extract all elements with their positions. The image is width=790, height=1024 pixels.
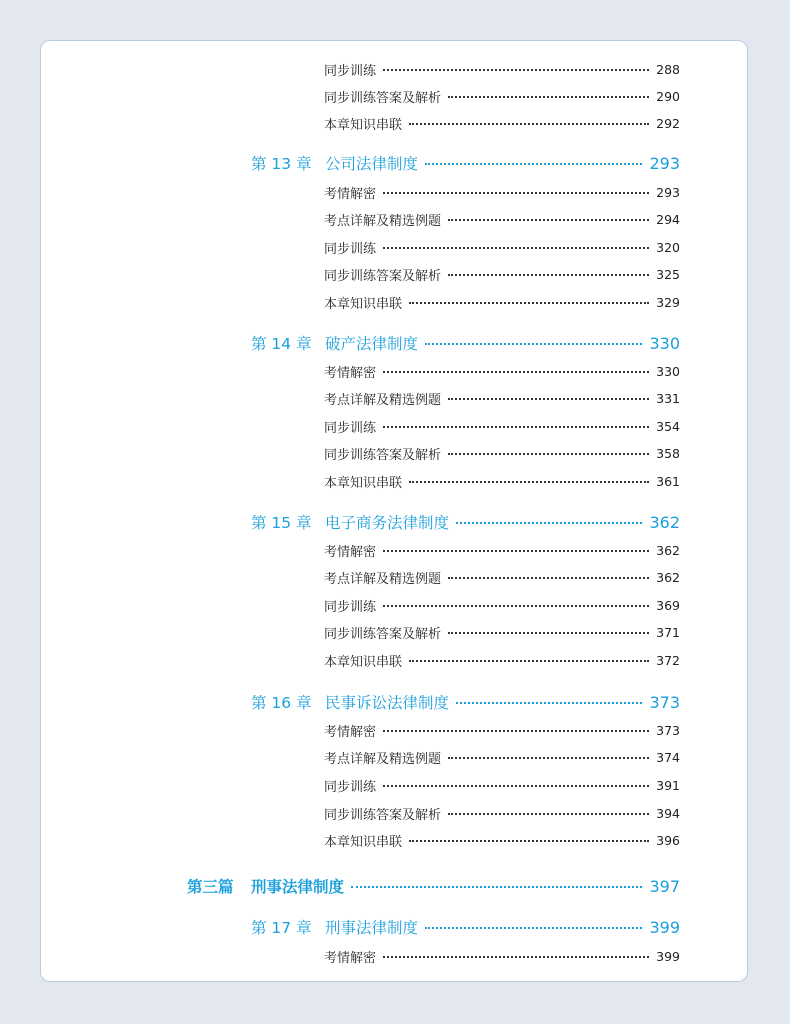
toc-entry[interactable] [324, 595, 680, 615]
page-number: 362 [649, 512, 680, 532]
page-number: 325 [656, 266, 680, 282]
dot-leader [425, 343, 642, 345]
toc-entry[interactable] [324, 113, 680, 133]
entry-title: 同步训练 [324, 241, 377, 257]
toc-part[interactable] [187, 874, 680, 898]
entry-title: 本章知识串联 [324, 654, 403, 670]
toc-entry[interactable] [324, 443, 680, 463]
entry-title: 同步训练答案及解析 [324, 626, 442, 642]
dot-leader [409, 123, 649, 125]
page-number: 354 [656, 418, 680, 434]
toc-entry[interactable] [324, 416, 680, 436]
toc-chapter[interactable] [251, 151, 680, 175]
dot-leader [456, 522, 642, 524]
dot-leader [383, 605, 649, 607]
entry-title: 同步训练 [324, 420, 377, 436]
toc-entry[interactable] [324, 775, 680, 795]
page-number: 394 [656, 805, 680, 821]
page-number: 397 [649, 876, 680, 896]
page-number: 396 [656, 832, 680, 848]
page-number: 330 [656, 363, 680, 379]
chapter-number: 第 17 章 [251, 919, 312, 937]
part-number: 第三篇 [187, 878, 234, 896]
toc-chapter[interactable] [251, 915, 680, 939]
entry-title: 本章知识串联 [324, 834, 403, 850]
toc-entry[interactable] [324, 803, 680, 823]
entry-title: 本章知识串联 [324, 475, 403, 491]
entry-title: 考点详解及精选例题 [324, 751, 442, 767]
chapter-number: 第 15 章 [251, 514, 312, 532]
toc-entry[interactable] [324, 209, 680, 229]
toc-entry[interactable] [324, 86, 680, 106]
page-number: 329 [656, 294, 680, 310]
dot-leader [383, 426, 649, 428]
entry-title: 同步训练答案及解析 [324, 447, 442, 463]
dot-leader [448, 813, 649, 815]
entry-title: 同步训练答案及解析 [324, 90, 442, 106]
dot-leader [448, 757, 649, 759]
toc-entry[interactable] [324, 946, 680, 966]
page-number: 294 [656, 211, 680, 227]
page-number: 373 [656, 722, 680, 738]
page-number: 399 [656, 948, 680, 964]
dot-leader [383, 785, 649, 787]
entry-title: 考情解密 [324, 724, 377, 740]
entry-title: 本章知识串联 [324, 296, 403, 312]
toc-entry[interactable] [324, 361, 680, 381]
page-number: 358 [656, 445, 680, 461]
page-number: 373 [649, 692, 680, 712]
entry-title: 同步训练 [324, 779, 377, 795]
toc-page [40, 40, 748, 982]
entry-title: 同步训练 [324, 63, 377, 79]
entry-title: 电子商务法律制度 [325, 514, 450, 532]
toc-entry[interactable] [324, 622, 680, 642]
page-number: 293 [649, 153, 680, 173]
entry-title: 公司法律制度 [325, 155, 419, 173]
entry-title: 考情解密 [324, 186, 377, 202]
entry-title: 考点详解及精选例题 [324, 213, 442, 229]
toc-entry[interactable] [324, 747, 680, 767]
entry-title: 考点详解及精选例题 [324, 392, 442, 408]
page-number: 399 [649, 917, 680, 937]
page-number: 371 [656, 624, 680, 640]
toc-entry[interactable] [324, 182, 680, 202]
toc-chapter[interactable] [251, 690, 680, 714]
page-number: 290 [656, 88, 680, 104]
page-number: 391 [656, 777, 680, 793]
dot-leader [383, 192, 649, 194]
toc-chapter[interactable] [251, 331, 680, 355]
dot-leader [448, 274, 649, 276]
page-number: 330 [649, 333, 680, 353]
toc-entry[interactable] [324, 540, 680, 560]
page-number: 374 [656, 749, 680, 765]
page-number: 288 [656, 61, 680, 77]
dot-leader [448, 96, 649, 98]
chapter-number: 第 16 章 [251, 694, 312, 712]
entry-title: 本章知识串联 [324, 117, 403, 133]
entry-title: 同步训练答案及解析 [324, 807, 442, 823]
toc-entry[interactable] [324, 567, 680, 587]
dot-leader [425, 927, 642, 929]
page-number: 331 [656, 390, 680, 406]
dot-leader [383, 956, 649, 958]
entry-title: 民事诉讼法律制度 [325, 694, 450, 712]
dot-leader [383, 730, 649, 732]
dot-leader [409, 481, 649, 483]
entry-title: 考情解密 [324, 950, 377, 966]
dot-leader [409, 302, 649, 304]
dot-leader [448, 219, 649, 221]
entry-title: 刑事法律制度 [251, 878, 345, 896]
dot-leader [351, 886, 642, 888]
dot-leader [448, 398, 649, 400]
page-number: 362 [656, 569, 680, 585]
toc-entry[interactable] [324, 292, 680, 312]
page-number: 372 [656, 652, 680, 668]
dot-leader [409, 660, 649, 662]
toc-entry[interactable] [324, 237, 680, 257]
entry-title: 刑事法律制度 [325, 919, 419, 937]
page-number: 362 [656, 542, 680, 558]
toc-entry[interactable] [324, 650, 680, 670]
dot-leader [383, 371, 649, 373]
page-number: 369 [656, 597, 680, 613]
dot-leader [448, 453, 649, 455]
page-number: 361 [656, 473, 680, 489]
dot-leader [383, 550, 649, 552]
dot-leader [425, 163, 642, 165]
chapter-number: 第 13 章 [251, 155, 312, 173]
dot-leader [383, 247, 649, 249]
entry-title: 考情解密 [324, 365, 377, 381]
toc-entry[interactable] [324, 388, 680, 408]
toc-entry[interactable] [324, 59, 680, 79]
page-number: 293 [656, 184, 680, 200]
dot-leader [383, 69, 649, 71]
page-number: 320 [656, 239, 680, 255]
dot-leader [448, 632, 649, 634]
page-number: 292 [656, 115, 680, 131]
toc-entry[interactable] [324, 830, 680, 850]
toc-entry[interactable] [324, 471, 680, 491]
entry-title: 考点详解及精选例题 [324, 571, 442, 587]
entry-title: 同步训练 [324, 599, 377, 615]
toc-entry[interactable] [324, 720, 680, 740]
chapter-number: 第 14 章 [251, 335, 312, 353]
toc-chapter[interactable] [251, 510, 680, 534]
entry-title: 同步训练答案及解析 [324, 268, 442, 284]
toc-entry[interactable] [324, 264, 680, 284]
dot-leader [409, 840, 649, 842]
entry-title: 破产法律制度 [325, 335, 419, 353]
entry-title: 考情解密 [324, 544, 377, 560]
dot-leader [456, 702, 642, 704]
dot-leader [448, 577, 649, 579]
